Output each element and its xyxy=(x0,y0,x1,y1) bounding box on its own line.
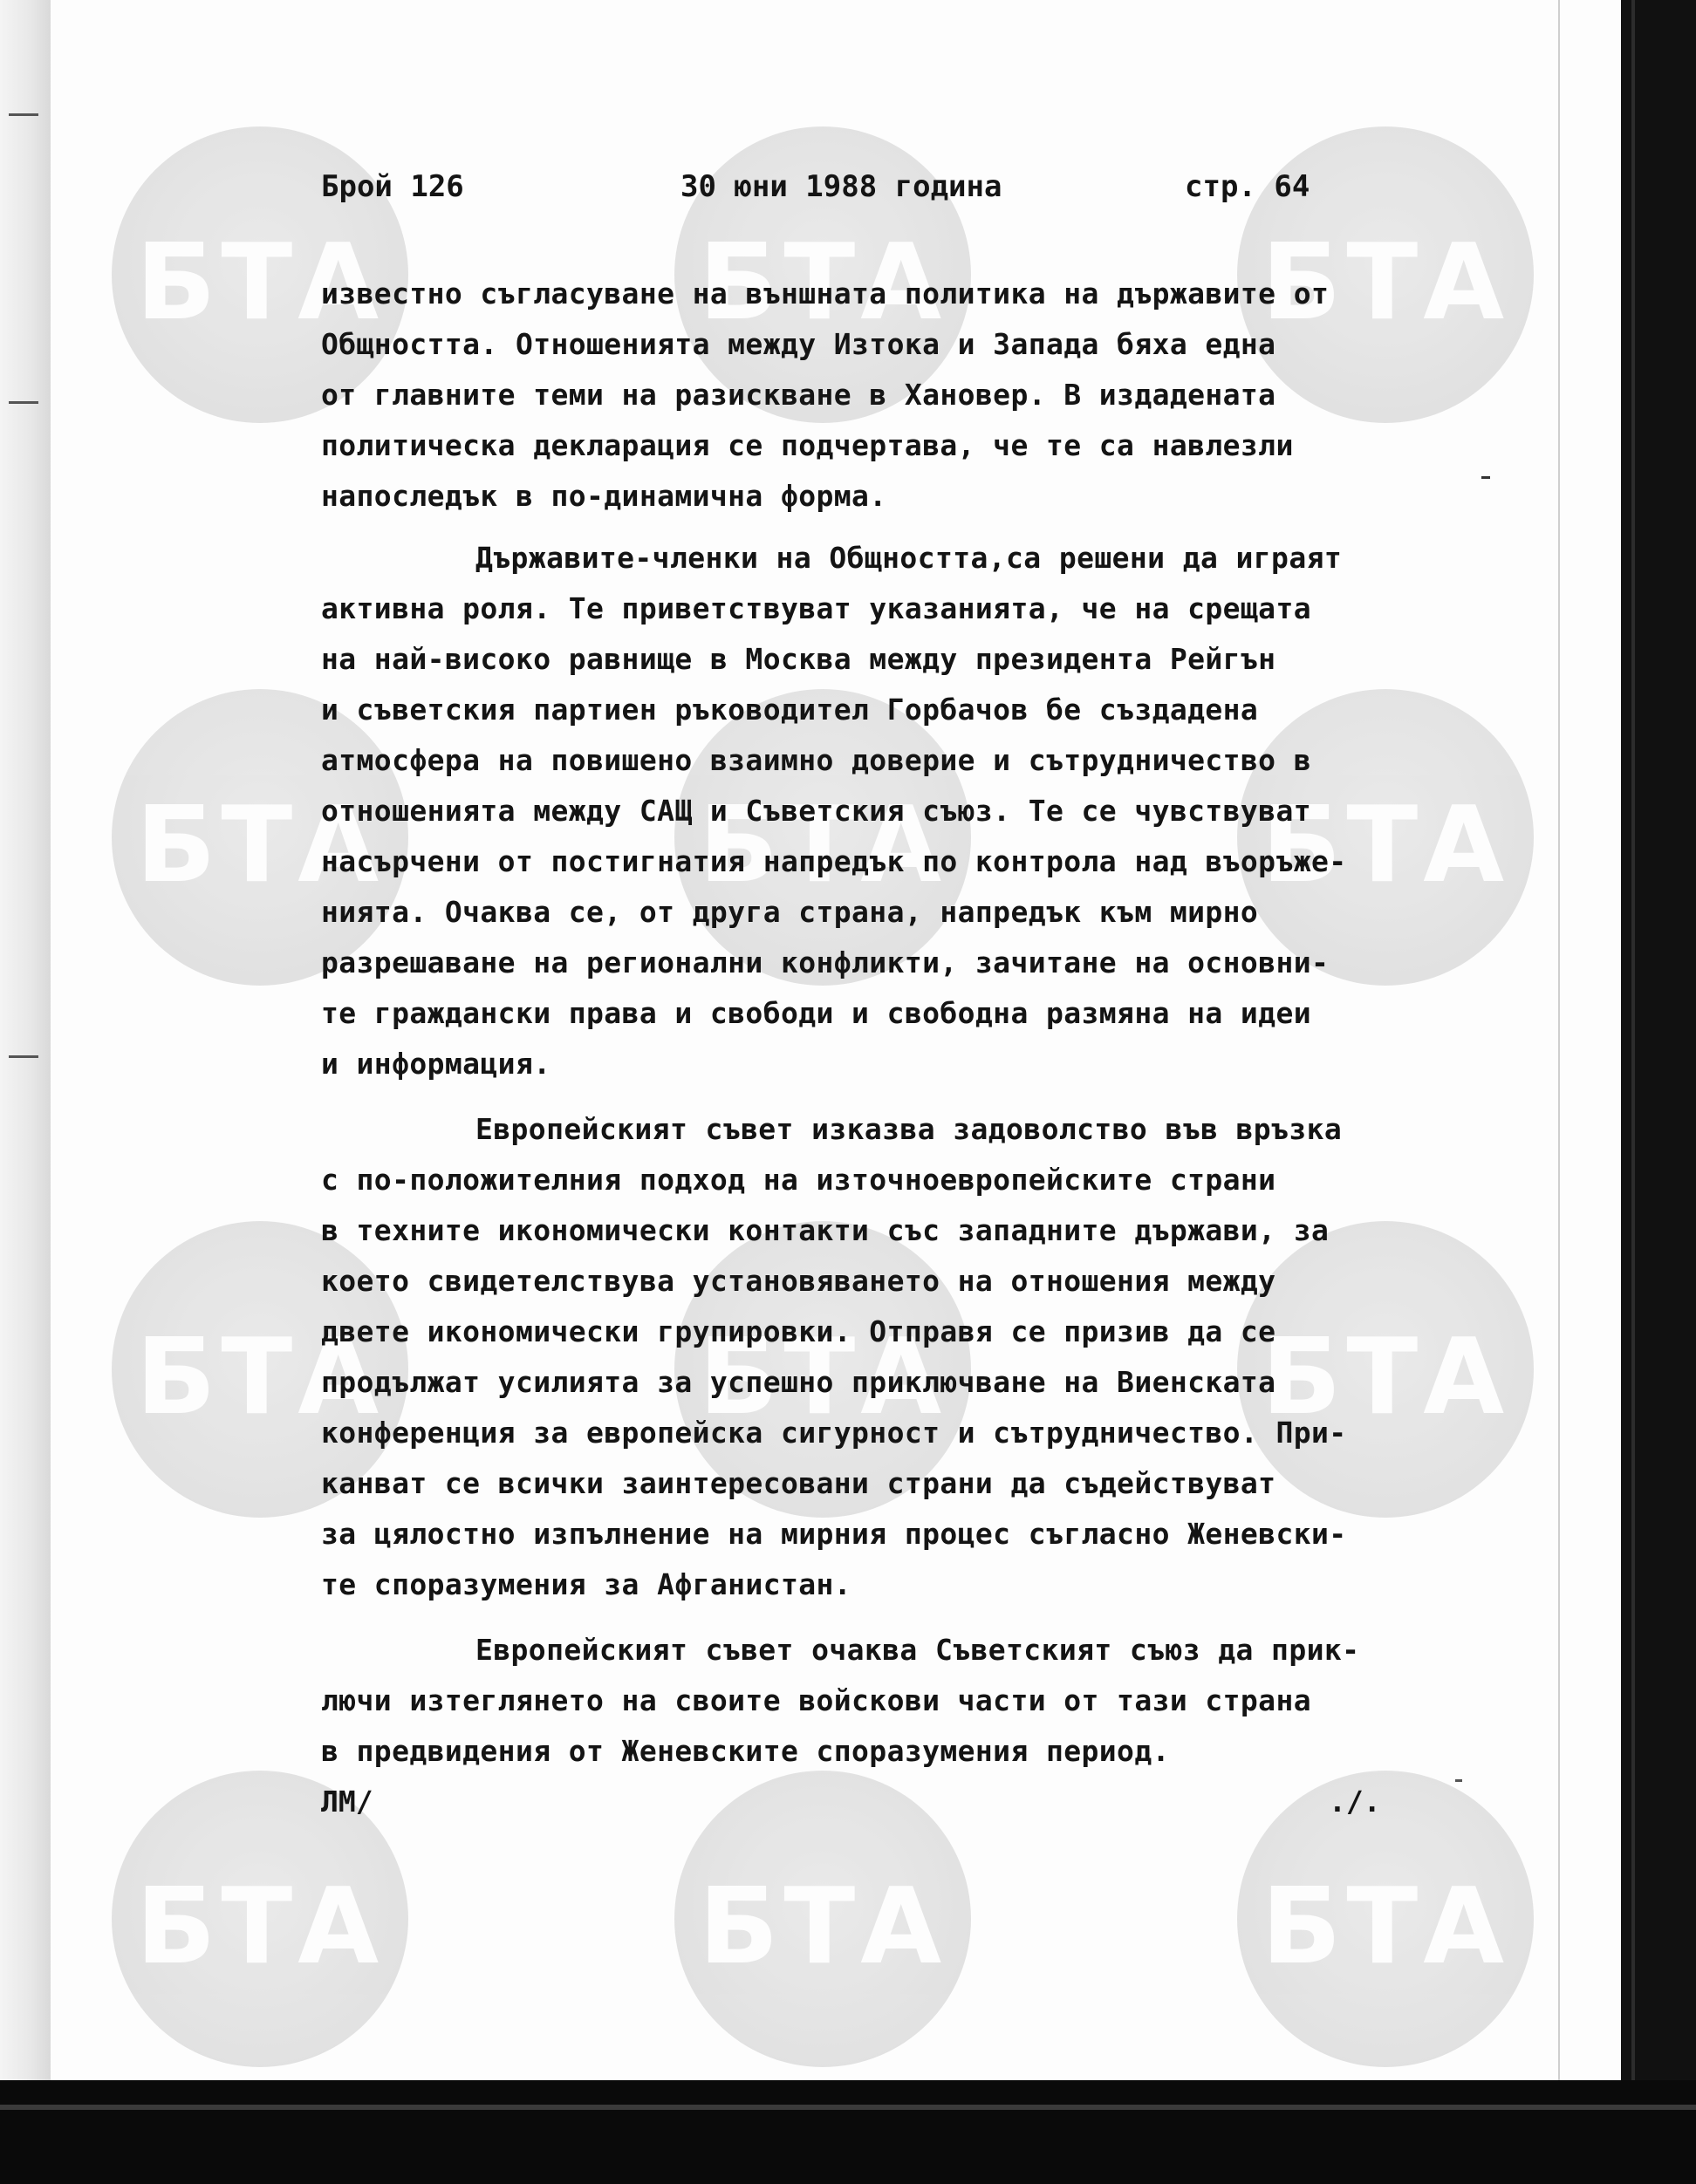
text-line: двете икономически групировки. Отправя се призив да се xyxy=(321,1314,1276,1348)
paragraph-start-line: Европейският съвет очаква Съветският съюз да прик- xyxy=(475,1633,1360,1667)
page-number: стр. 64 xyxy=(1185,169,1310,204)
text-line: и съветския партиен ръководител Горбачов бе създадена xyxy=(321,693,1259,727)
text-line: продължат усилията за успешно приключване на Виенската xyxy=(321,1365,1276,1399)
text-line: лючи изтеглянето на своите войскови части от тази страна xyxy=(321,1683,1311,1717)
text-line: те споразумения за Афганистан. xyxy=(321,1567,852,1601)
text-line: и информация. xyxy=(321,1047,551,1081)
scan-left-margin xyxy=(0,0,51,2093)
scan-stripe xyxy=(0,2105,1696,2110)
issue-date: 30 юни 1988 година xyxy=(680,169,1002,204)
text-line: конференция за европейска сигурност и сътрудничество. При- xyxy=(321,1416,1347,1450)
bta-watermark: БТА xyxy=(112,689,408,986)
bta-watermark: БТА xyxy=(1237,1771,1534,2067)
text-line: от главните теми на разискване в Хановер. В издадената xyxy=(321,378,1276,412)
text-line: на най-високо равнище в Москва между президента Рейгън xyxy=(321,642,1276,676)
bta-watermark: БТА xyxy=(674,126,971,423)
text-line: канват се всички заинтересовани страни да съдействуват xyxy=(321,1466,1276,1500)
scan-right-margin xyxy=(1621,0,1696,2080)
bta-watermark: БТА xyxy=(1237,1221,1534,1518)
text-line: разрешаване на регионални конфликти, зачитане на основни- xyxy=(321,945,1330,979)
scan-artifact xyxy=(9,1055,38,1058)
continuation-mark: ./. xyxy=(1329,1785,1381,1819)
text-line: с по-положителния подход на източноевропейските страни xyxy=(321,1163,1276,1197)
document-page xyxy=(51,0,1621,2080)
text-line: отношенията между САЩ и Съветския съюз. Те се чувствуват xyxy=(321,794,1311,828)
text-line: напоследък в по-динамична форма. xyxy=(321,479,887,513)
bta-watermark: БТА xyxy=(1237,689,1534,986)
text-line: политическа декларация се подчертава, че те са навлезли xyxy=(321,428,1294,462)
scan-artifact xyxy=(9,401,38,404)
bta-watermark: БТА xyxy=(112,1221,408,1518)
text-line: активна роля. Те приветствуват указанията, че на срещата xyxy=(321,591,1311,625)
bta-watermark: БТА xyxy=(1237,126,1534,423)
scan-edge-line xyxy=(1631,0,1635,2080)
typist-initials: ЛМ/ xyxy=(321,1785,373,1819)
bta-watermark: БТА xyxy=(674,689,971,986)
text-line: което свидетелствува установяването на отношения между xyxy=(321,1264,1276,1298)
typed-document xyxy=(51,0,1621,2080)
text-line: за цялостно изпълнение на мирния процес съгласно Женевски- xyxy=(321,1517,1347,1551)
text-line: Общността. Отношенията между Изтока и Запада бяха една xyxy=(321,327,1276,361)
text-line: те граждански права и свободи и свободна размяна на идеи xyxy=(321,996,1311,1030)
paragraph-start-line: Държавите-членки на Общността,са решени да играят xyxy=(475,541,1343,575)
scan-artifact xyxy=(9,113,38,116)
bta-watermark: БТА xyxy=(674,1771,971,2067)
paragraph-start-line: Европейският съвет изказва задоволство във връзка xyxy=(475,1112,1343,1146)
bta-watermark: БТА xyxy=(112,126,408,423)
issue-number: Брой 126 xyxy=(321,169,464,204)
scan-artifact xyxy=(1455,1779,1462,1782)
scan-bottom-border xyxy=(0,2080,1696,2184)
bta-watermark: БТА xyxy=(112,1771,408,2067)
scan-artifact xyxy=(1481,476,1490,479)
text-line: в техните икономически контакти със западните държави, за xyxy=(321,1213,1330,1247)
text-line: атмосфера на повишено взаимно доверие и сътрудничество в xyxy=(321,743,1311,777)
text-line: нията. Очаква се, от друга страна, напредък към мирно xyxy=(321,895,1259,929)
text-line: насърчени от постигнатия напредък по контрола над въоръже- xyxy=(321,844,1347,878)
bta-watermark: БТА xyxy=(674,1221,971,1518)
text-line: в предвидения от Женевските споразумения период. xyxy=(321,1734,1170,1768)
text-line: известно съгласуване на външната политика на държавите от xyxy=(321,276,1330,311)
